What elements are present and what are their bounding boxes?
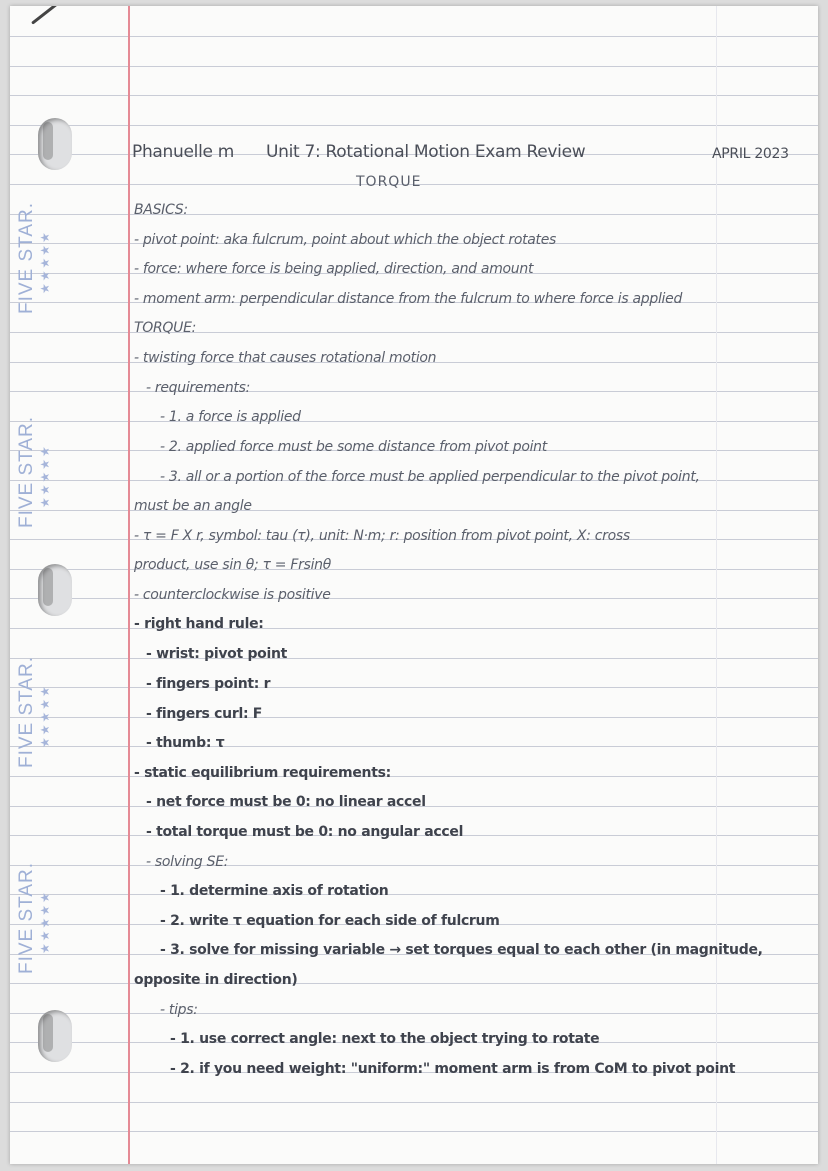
brand-text: FIVE STAR. [16,861,37,974]
ruled-line [10,983,818,984]
notebook-page [10,6,818,1164]
note-line: - twisting force that causes rotational motion [134,350,437,366]
brand-mark [16,164,56,314]
ruled-line [10,421,818,422]
note-line: - static equilibrium requirements: [134,765,391,781]
ruled-line [10,36,818,37]
ruled-line [10,95,818,96]
ruled-line [10,569,818,570]
note-line: - requirements: [146,380,251,396]
note-line: TORQUE: [134,320,197,336]
note-line: - 3. solve for missing variable → set torques equal to each other (in magnitude, [160,942,763,958]
note-line: - tips: [160,1002,198,1018]
note-line: - 2. if you need weight: "uniform:" moment arm is from CoM to pivot point [170,1061,736,1077]
note-line: - counterclockwise is positive [134,587,331,603]
binder-hole [38,118,72,170]
ruled-line [10,598,818,599]
note-line: - 2. write τ equation for each side of fulcrum [160,913,500,929]
note-line: - fingers point: r [146,676,271,692]
note-line: - moment arm: perpendicular distance from the fulcrum to where force is applied [134,291,683,307]
ruled-line [10,125,818,126]
star-icons: ★★★★★ [38,684,52,748]
ruled-line [10,214,818,215]
ruled-line [10,894,818,895]
note-line: - fingers curl: F [146,706,263,722]
note-line: - wrist: pivot point [146,646,288,662]
brand-mark [16,618,56,768]
student-name: Phanuelle m [132,142,235,162]
ruled-line [10,391,818,392]
brand-mark [16,824,56,974]
note-line: - τ = F X r, symbol: tau (τ), unit: N·m; r: position from pivot point, X: cross [134,528,630,544]
note-line: - 2. applied force must be some distance from pivot point [160,439,547,455]
note-line: - 1. determine axis of rotation [160,883,389,899]
note-line: opposite in direction) [134,972,298,988]
note-line: - force: where force is being applied, direction, and amount [134,261,534,277]
page-title: Unit 7: Rotational Motion Exam Review [266,142,586,162]
note-line: - 1. a force is applied [160,409,301,425]
margin-line [128,6,130,1164]
star-icons: ★★★★★ [38,444,52,508]
note-line: product, use sin θ; τ = Frsinθ [134,557,332,573]
brand-text: FIVE STAR. [16,655,37,768]
brand-mark [16,378,56,528]
ruled-line [10,332,818,333]
note-line: BASICS: [134,202,188,218]
binder-hole [38,564,72,616]
ruled-line [10,687,818,688]
brand-text: FIVE STAR. [16,415,37,528]
ruled-line [10,865,818,866]
ruled-line [10,658,818,659]
note-line: - right hand rule: [134,616,264,632]
ruled-line [10,510,818,511]
note-line: - total torque must be 0: no angular accel [146,824,464,840]
date: APRIL 2023 [712,146,789,162]
note-line: must be an angle [134,498,252,514]
brand-text: FIVE STAR. [16,201,37,314]
section-title: TORQUE [356,174,422,190]
ruled-line [10,746,818,747]
ruled-line [10,66,818,67]
note-line: - 1. use correct angle: next to the object trying to rotate [170,1031,600,1047]
note-line: - net force must be 0: no linear accel [146,794,426,810]
note-line: - thumb: τ [146,735,225,751]
ruled-line [10,628,818,629]
ruled-line [10,1102,818,1103]
faint-vertical-line [716,6,717,1164]
ruled-line [10,1013,818,1014]
ruled-line [10,776,818,777]
star-icons: ★★★★★ [38,890,52,954]
note-line: - 3. all or a portion of the force must be applied perpendicular to the pivot point, [160,469,700,485]
note-line: - solving SE: [146,854,229,870]
star-icons: ★★★★★ [38,230,52,294]
pen-mark [31,6,64,25]
note-line: - pivot point: aka fulcrum, point about which the object rotates [134,232,557,248]
ruled-line [10,1131,818,1132]
ruled-line [10,717,818,718]
binder-hole [38,1010,72,1062]
